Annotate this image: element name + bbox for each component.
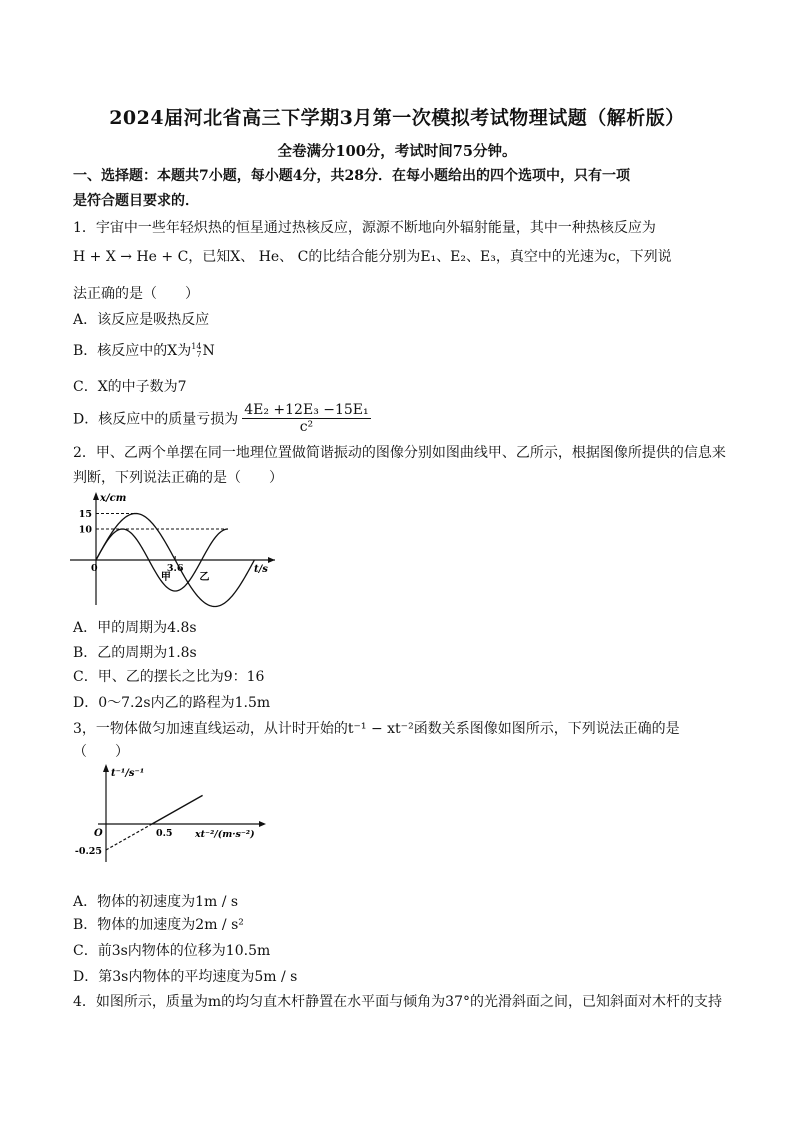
y-axis-arrow [103, 764, 109, 772]
q1-option-d-label: D．核反应中的质量亏损为 [73, 411, 239, 428]
q1-option-d [73, 402, 371, 435]
q3-option-b: B．物体的加速度为2m / s² [73, 917, 244, 933]
q3-stem-2: （ ） [73, 744, 129, 760]
section-heading-2: 是符合题目要求的． [73, 193, 199, 209]
q1-option-a: A．该反应是吸热反应 [73, 312, 210, 328]
q2-stem-1: 2．甲、乙两个单摆在同一地理位置做简谐振动的图像分别如图曲线甲、乙所示，根据图像所提供的信息来 [73, 445, 726, 461]
x-axis-arrow [259, 821, 266, 827]
extrapolated-dashed-line [106, 824, 152, 850]
x-axis-label: xt⁻²/(m·s⁻²) [195, 829, 255, 840]
y-tick-label: 10 [78, 524, 92, 536]
q1-equation-text: H + X → He + C，已知X、 He、 C的比结合能分别为E₁、E₂、E₃，真空中的光速为c，下列说 [73, 249, 672, 265]
q2-option-c: C．甲、乙的摆长之比为9：16 [73, 669, 265, 685]
q1-option-b-label: B．核反应中的X为 [73, 343, 192, 359]
y-axis-label: t⁻¹/s⁻¹ [111, 768, 145, 779]
q3-linear-chart [72, 762, 272, 872]
q1-stem-3: 法正确的是（ ） [73, 286, 199, 302]
q1-stem-1: 1．宇宙中一些年轻炽热的恒星通过热核反应，源源不断地向外辐射能量，其中一种热核反应为 [73, 220, 656, 236]
data-line [152, 795, 203, 824]
x-tick-label-origin: 0 [91, 563, 98, 574]
series-yi-label: 乙 [199, 572, 210, 583]
y-axis-arrow [93, 492, 99, 500]
q3-stem-1: 3，一物体做匀加速直线运动，从计时开始的t⁻¹ − xt⁻²函数关系图像如图所示，下列说法正确的是 [73, 721, 680, 737]
q2-stem-2: 判断，下列说法正确的是（ ） [73, 470, 283, 486]
x-axis-label: t/s [254, 564, 268, 575]
q1-equation-line [73, 246, 672, 266]
y-axis-label: x/cm [100, 493, 127, 504]
q3-option-a: A．物体的初速度为1m / s [73, 894, 239, 910]
q3-option-c: C．前3s内物体的位移为10.5m [73, 943, 271, 959]
q4-stem-1: 4．如图所示，质量为m的均匀直木杆静置在水平面与倾角为37°的光滑斜面之间，已知斜面对木杆的支持 [73, 994, 722, 1010]
q1-option-d-numerator: 4E₂ +12E₃ −15E₁ [244, 402, 369, 418]
series-jia-label: 甲 [160, 572, 171, 583]
y-tick-label: -0.25 [74, 846, 102, 857]
page-title: 2024届河北省高三下学期3月第一次模拟考试物理试题（解析版） [109, 107, 685, 129]
q2-option-d: D．0～7.2s内乙的路程为1.5m [73, 695, 271, 711]
q1-option-b-symbol: N [202, 343, 215, 359]
q2-option-b: B．乙的周期为1.8s [73, 645, 197, 661]
q2-option-a: A．甲的周期为4.8s [73, 620, 197, 636]
x-axis-arrow [268, 557, 275, 563]
y-tick-label: 15 [78, 509, 92, 520]
q3-option-d: D．第3s内物体的平均速度为5m / s [73, 969, 298, 985]
q1-option-d-denominator: c² [299, 419, 314, 435]
q1-option-b: B．核反应中的X为 14 7 N [73, 342, 215, 359]
q2-oscillation-chart [70, 490, 280, 608]
x-tick-label: 3.6 [166, 563, 184, 574]
origin-label: O [94, 828, 103, 839]
q1-option-c: C．X的中子数为7 [73, 379, 187, 395]
page-subtitle: 全卷满分100分，考试时间75分钟。 [277, 143, 517, 160]
x-tick-label: 0.5 [156, 828, 173, 839]
section-heading-1: 一、选择题：本题共7小题，每小题4分，共28分．在每小题给出的四个选项中，只有一项 [73, 168, 630, 184]
